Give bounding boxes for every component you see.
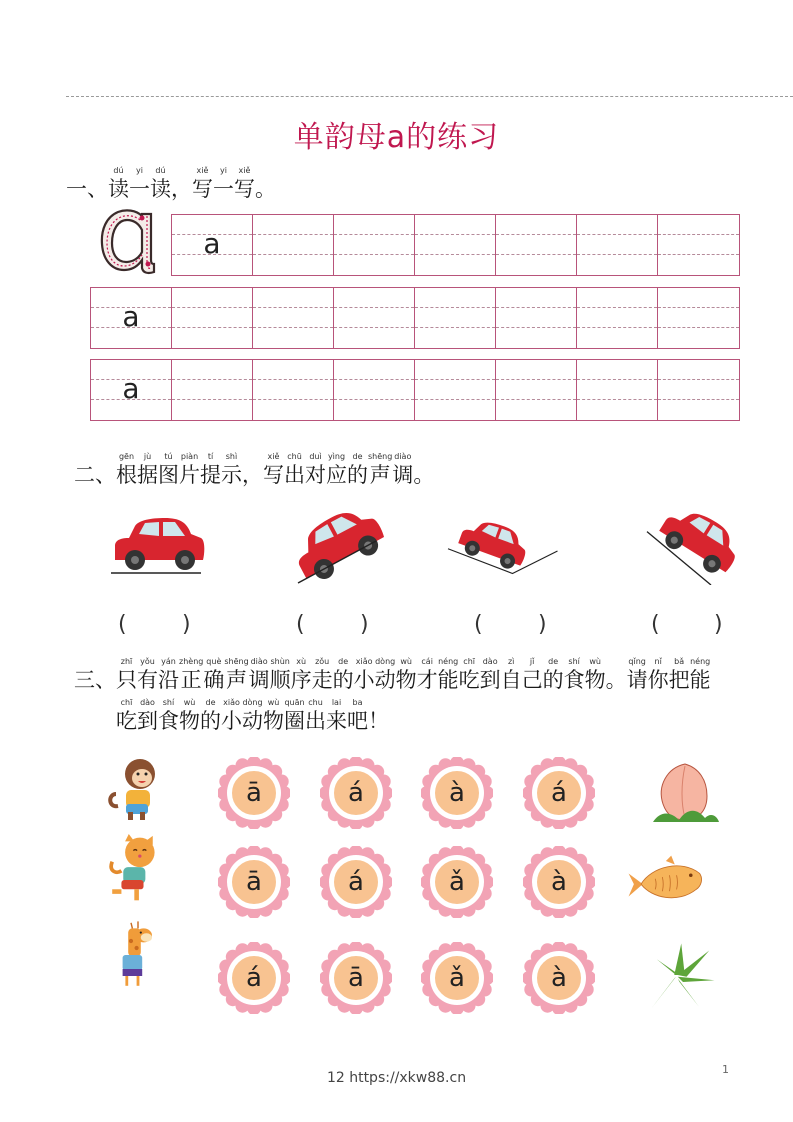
writing-cell[interactable] xyxy=(415,288,496,348)
hanzi: 能 xyxy=(437,668,459,692)
tone-flower[interactable] xyxy=(523,846,595,918)
pinyin: zì xyxy=(507,657,515,666)
monkey-icon[interactable] xyxy=(106,754,170,824)
ruby-char xyxy=(501,657,522,693)
pinyin: wù xyxy=(183,698,196,707)
hanzi: 只 xyxy=(116,668,137,692)
hanzi: 的 xyxy=(332,668,354,692)
pinyin: zhèng xyxy=(179,657,204,666)
ruby-char xyxy=(116,698,137,734)
pinyin: de xyxy=(205,698,216,707)
pinyin: yán xyxy=(161,657,176,666)
hanzi: 。 xyxy=(413,463,435,487)
ruby-char xyxy=(179,698,200,734)
giraffe-icon[interactable] xyxy=(106,920,170,990)
hanzi: 根 xyxy=(116,463,137,487)
hanzi: 出 xyxy=(284,463,305,487)
ruby-char xyxy=(249,657,270,693)
writing-cell[interactable] xyxy=(415,215,496,275)
ruby-char xyxy=(263,698,284,734)
hanzi: 到 xyxy=(479,668,501,692)
hanzi: 顺 xyxy=(269,668,291,692)
section-2-heading xyxy=(74,452,434,488)
hanzi: ， xyxy=(242,463,263,487)
hanzi: 物 xyxy=(179,709,200,733)
answer-paren-open: ( xyxy=(474,612,483,637)
ruby-char xyxy=(326,698,347,734)
ruby-char xyxy=(326,452,347,488)
pinyin: dòng xyxy=(375,657,396,666)
pinyin: duì xyxy=(309,452,322,461)
writing-cell[interactable] xyxy=(172,288,253,348)
hanzi: 示 xyxy=(221,463,242,487)
ruby-char xyxy=(396,657,417,693)
tone-flower[interactable] xyxy=(320,846,392,918)
hanzi: 自 xyxy=(500,668,522,692)
ruby-char xyxy=(480,657,501,693)
ruby-char xyxy=(242,452,263,488)
answer-blank-1[interactable] xyxy=(130,612,180,640)
hanzi: 吃 xyxy=(116,709,137,733)
fish-icon[interactable] xyxy=(625,850,705,920)
pinyin: néng xyxy=(438,657,459,666)
peach-icon[interactable] xyxy=(645,760,725,830)
hanzi: 图 xyxy=(158,463,179,487)
pinyin: dú xyxy=(113,166,124,175)
pinyin: chī xyxy=(463,657,475,666)
section-1-number: 一、 xyxy=(66,177,108,201)
tone-letter: ā xyxy=(230,858,278,906)
section-3-heading xyxy=(74,657,711,693)
hanzi: 写 xyxy=(192,177,213,201)
tone-flower[interactable] xyxy=(421,942,493,1014)
tone-flower[interactable] xyxy=(523,757,595,829)
ruby-char xyxy=(200,698,221,734)
ruby-char xyxy=(284,698,305,734)
ruby-char xyxy=(158,698,179,734)
ruby-char xyxy=(171,166,192,202)
pinyin: chu xyxy=(308,698,323,707)
pinyin: jǐ xyxy=(529,657,535,666)
writing-cell[interactable] xyxy=(658,215,739,275)
ruby-char xyxy=(179,657,203,693)
hanzi: 动 xyxy=(374,668,396,692)
hanzi: 把 xyxy=(668,668,690,692)
writing-cell[interactable] xyxy=(415,360,496,420)
hanzi: 据 xyxy=(137,463,158,487)
model-letter: a xyxy=(122,300,140,333)
answer-paren-close: ) xyxy=(182,612,191,637)
hanzi: 吃 xyxy=(458,668,480,692)
ruby-char xyxy=(129,166,150,202)
hanzi: 提 xyxy=(200,463,221,487)
pinyin: yi xyxy=(220,166,227,175)
answer-paren-open: ( xyxy=(296,612,305,637)
hanzi: 序 xyxy=(290,668,312,692)
ruby-char xyxy=(368,698,389,734)
hanzi: 到 xyxy=(137,709,158,733)
ruby-char xyxy=(417,657,438,693)
hanzi: 应 xyxy=(326,463,347,487)
pinyin: lai xyxy=(331,698,342,707)
hanzi: 来 xyxy=(326,709,347,733)
pinyin: qǐng xyxy=(628,657,646,666)
writing-cell[interactable] xyxy=(172,215,253,275)
hanzi: 读 xyxy=(150,177,171,201)
answer-paren-open: ( xyxy=(118,612,127,637)
ruby-char xyxy=(606,657,627,693)
pinyin: shēng xyxy=(368,452,393,461)
pinyin: shùn xyxy=(270,657,290,666)
pinyin: yǒu xyxy=(140,657,155,666)
ruby-char xyxy=(690,657,711,693)
writing-cell[interactable] xyxy=(496,215,577,275)
ruby-char xyxy=(305,452,326,488)
ruby-char xyxy=(221,698,242,734)
ruby-char xyxy=(333,657,354,693)
ruby-char xyxy=(200,452,221,488)
pinyin: dào xyxy=(140,698,155,707)
tone-flower[interactable] xyxy=(421,846,493,918)
writing-cell[interactable] xyxy=(334,360,415,420)
tone-letter: á xyxy=(332,769,380,817)
ruby-char xyxy=(158,657,179,693)
tone-letter: ǎ xyxy=(433,858,481,906)
hanzi: 声 xyxy=(369,463,391,487)
ruby-char xyxy=(648,657,669,693)
ruby-char xyxy=(347,698,368,734)
pinyin: wù xyxy=(267,698,280,707)
pinyin: ba xyxy=(352,698,363,707)
writing-cell[interactable] xyxy=(334,288,415,348)
tone-letter: à xyxy=(535,954,583,1002)
answer-paren-close: ) xyxy=(714,612,723,637)
hanzi: 请 xyxy=(626,668,648,692)
tone-letter: á xyxy=(535,769,583,817)
pinyin: chī xyxy=(120,698,133,707)
hanzi: 能 xyxy=(689,668,711,692)
pinyin: gēn xyxy=(118,452,135,461)
ruby-char xyxy=(158,452,179,488)
writing-cell[interactable] xyxy=(91,360,172,420)
writing-cell[interactable] xyxy=(577,288,658,348)
hanzi: 声 xyxy=(226,668,247,692)
ruby-char xyxy=(179,452,200,488)
tone-flower[interactable] xyxy=(218,757,290,829)
hanzi: 己 xyxy=(521,668,543,692)
ruby-char xyxy=(522,657,543,693)
writing-cell[interactable] xyxy=(91,288,172,348)
hanzi: 走 xyxy=(311,668,333,692)
ruby-char xyxy=(192,166,213,202)
tone-flower[interactable] xyxy=(320,942,392,1014)
hanzi: 。 xyxy=(605,668,627,692)
pinyin: dào xyxy=(482,657,498,666)
hanzi: 调 xyxy=(248,668,270,692)
hanzi: ， xyxy=(171,177,192,201)
hanzi: 的 xyxy=(542,668,564,692)
tone-flower[interactable] xyxy=(421,757,493,829)
tone-flower[interactable] xyxy=(218,846,290,918)
ruby-char xyxy=(213,166,234,202)
tone-letter: ā xyxy=(230,769,278,817)
ruby-char xyxy=(221,452,242,488)
hanzi: 你 xyxy=(647,668,669,692)
pinyin: diào xyxy=(250,657,268,666)
hanzi: 物 xyxy=(395,668,417,692)
section-1-heading xyxy=(66,166,276,202)
ruby-char xyxy=(347,452,368,488)
tracing-letter-a-icon xyxy=(96,206,162,278)
ruby-char xyxy=(291,657,312,693)
ruby-char xyxy=(585,657,606,693)
top-dashed-rule xyxy=(66,96,793,97)
ruby-char xyxy=(137,657,158,693)
pinyin: xù xyxy=(296,657,307,666)
writing-cell[interactable] xyxy=(496,360,577,420)
hanzi: 圈 xyxy=(284,709,305,733)
hanzi: 片 xyxy=(179,463,200,487)
pinyin: xiě xyxy=(196,166,209,175)
answer-paren-close: ) xyxy=(538,612,547,637)
pinyin: jù xyxy=(143,452,152,461)
ruby-char xyxy=(543,657,564,693)
car-rising-icon xyxy=(280,505,400,585)
ruby-char xyxy=(150,166,171,202)
hanzi: 食 xyxy=(563,668,585,692)
car-dip-icon xyxy=(445,505,565,585)
ruby-char xyxy=(108,166,129,202)
page-title: 单韵母a的练习 xyxy=(293,120,500,155)
answer-blank-4[interactable] xyxy=(663,612,713,640)
hanzi: 沿 xyxy=(158,668,179,692)
answer-blank-2[interactable] xyxy=(308,612,358,640)
hanzi: 食 xyxy=(158,709,179,733)
tone-flower[interactable] xyxy=(523,942,595,1014)
ruby-char xyxy=(224,657,248,693)
pinyin: yi xyxy=(136,166,143,175)
hanzi: 写 xyxy=(263,463,284,487)
writing-grid-row-1 xyxy=(171,214,740,276)
section-2-number: 二、 xyxy=(74,463,116,487)
pinyin: néng xyxy=(690,657,711,666)
ruby-char xyxy=(203,657,224,693)
answer-paren-open: ( xyxy=(651,612,660,637)
ruby-char xyxy=(669,657,690,693)
hanzi: 物 xyxy=(584,668,606,692)
writing-grid-row-2 xyxy=(90,287,740,349)
hanzi: 确 xyxy=(203,668,225,692)
hanzi: 调 xyxy=(392,463,414,487)
writing-cell[interactable] xyxy=(172,360,253,420)
hanzi: ！ xyxy=(368,709,389,733)
writing-grid-row-3 xyxy=(90,359,740,421)
ruby-char xyxy=(413,452,434,488)
ruby-char xyxy=(242,698,263,734)
pinyin: shì xyxy=(225,452,238,461)
hanzi: 物 xyxy=(263,709,284,733)
pinyin: xiǎo xyxy=(355,657,373,666)
pinyin: shí xyxy=(162,698,175,707)
ruby-char xyxy=(312,657,333,693)
model-letter: a xyxy=(122,372,140,405)
ruby-char xyxy=(627,657,648,693)
ruby-char xyxy=(284,452,305,488)
pinyin: cái xyxy=(421,657,433,666)
hanzi: 小 xyxy=(353,668,375,692)
tone-letter: à xyxy=(433,769,481,817)
writing-cell[interactable] xyxy=(577,360,658,420)
ruby-char xyxy=(564,657,585,693)
hanzi: 一 xyxy=(213,177,234,201)
pinyin: shēng xyxy=(224,657,249,666)
hanzi: 对 xyxy=(305,463,326,487)
tone-letter: à xyxy=(535,858,583,906)
ruby-char xyxy=(137,698,158,734)
tone-flower[interactable] xyxy=(218,942,290,1014)
pinyin: dòng xyxy=(242,698,263,707)
car-flat-icon xyxy=(105,508,225,588)
ruby-char xyxy=(116,657,137,693)
pinyin: zǒu xyxy=(315,657,330,666)
answer-paren-close: ) xyxy=(360,612,369,637)
writing-cell[interactable] xyxy=(658,288,739,348)
hanzi: 动 xyxy=(242,709,263,733)
pinyin: bǎ xyxy=(674,657,685,666)
ruby-char xyxy=(375,657,396,693)
ruby-char xyxy=(459,657,480,693)
ruby-char xyxy=(368,452,392,488)
tone-letter: á xyxy=(230,954,278,1002)
pinyin: piàn xyxy=(180,452,199,461)
pinyin: wù xyxy=(589,657,601,666)
pinyin: yìng xyxy=(327,452,346,461)
ruby-char xyxy=(354,657,375,693)
pinyin: wù xyxy=(400,657,412,666)
pinyin: xiě xyxy=(267,452,280,461)
writing-cell[interactable] xyxy=(253,288,334,348)
writing-cell[interactable] xyxy=(496,288,577,348)
ruby-char xyxy=(392,452,413,488)
hanzi: 的 xyxy=(347,463,368,487)
model-letter: a xyxy=(203,227,221,260)
pinyin: tí xyxy=(207,452,214,461)
writing-cell[interactable] xyxy=(577,215,658,275)
hanzi: 才 xyxy=(416,668,438,692)
hanzi: 写 xyxy=(234,177,255,201)
tone-letter: ǎ xyxy=(433,954,481,1002)
ruby-char xyxy=(234,166,255,202)
pinyin: què xyxy=(206,657,222,666)
pinyin: tú xyxy=(164,452,173,461)
section-3-heading-line-2 xyxy=(116,698,389,734)
hanzi: 吧 xyxy=(347,709,368,733)
writing-cell[interactable] xyxy=(253,215,334,275)
ruby-char xyxy=(270,657,291,693)
tone-letter: á xyxy=(332,858,380,906)
section-3-number: 三、 xyxy=(74,668,116,692)
car-falling-icon xyxy=(635,505,755,585)
hanzi: 出 xyxy=(305,709,326,733)
ruby-char xyxy=(305,698,326,734)
hanzi: 读 xyxy=(108,177,129,201)
pinyin: nǐ xyxy=(654,657,662,666)
page-number: 1 xyxy=(722,1063,729,1076)
pinyin: shí xyxy=(568,657,580,666)
pinyin: quān xyxy=(284,698,305,707)
pinyin: de xyxy=(548,657,559,666)
ruby-char xyxy=(137,452,158,488)
leaves-icon[interactable] xyxy=(643,940,723,1010)
pinyin: diào xyxy=(394,452,412,461)
hanzi: 一 xyxy=(129,177,150,201)
tone-flower[interactable] xyxy=(320,757,392,829)
writing-cell[interactable] xyxy=(253,360,334,420)
writing-cell[interactable] xyxy=(334,215,415,275)
answer-blank-3[interactable] xyxy=(486,612,536,640)
tone-letter: ā xyxy=(332,954,380,1002)
hanzi: 有 xyxy=(137,668,158,692)
hanzi: 小 xyxy=(221,709,242,733)
ruby-char xyxy=(263,452,284,488)
pinyin: chū xyxy=(287,452,302,461)
pinyin: dú xyxy=(155,166,166,175)
hanzi: 正 xyxy=(180,668,202,692)
hanzi: 。 xyxy=(255,177,276,201)
pinyin: zhī xyxy=(120,657,133,666)
pinyin: de xyxy=(352,452,363,461)
pinyin: xiě xyxy=(238,166,251,175)
ruby-char xyxy=(255,166,276,202)
writing-cell[interactable] xyxy=(658,360,739,420)
footer-url: 12 https://xkw88.cn xyxy=(326,1070,467,1086)
hanzi: 的 xyxy=(200,709,221,733)
pinyin: de xyxy=(338,657,349,666)
ruby-char xyxy=(116,452,137,488)
cat-icon[interactable] xyxy=(106,834,170,904)
ruby-char xyxy=(438,657,459,693)
pinyin: xiǎo xyxy=(223,698,240,707)
